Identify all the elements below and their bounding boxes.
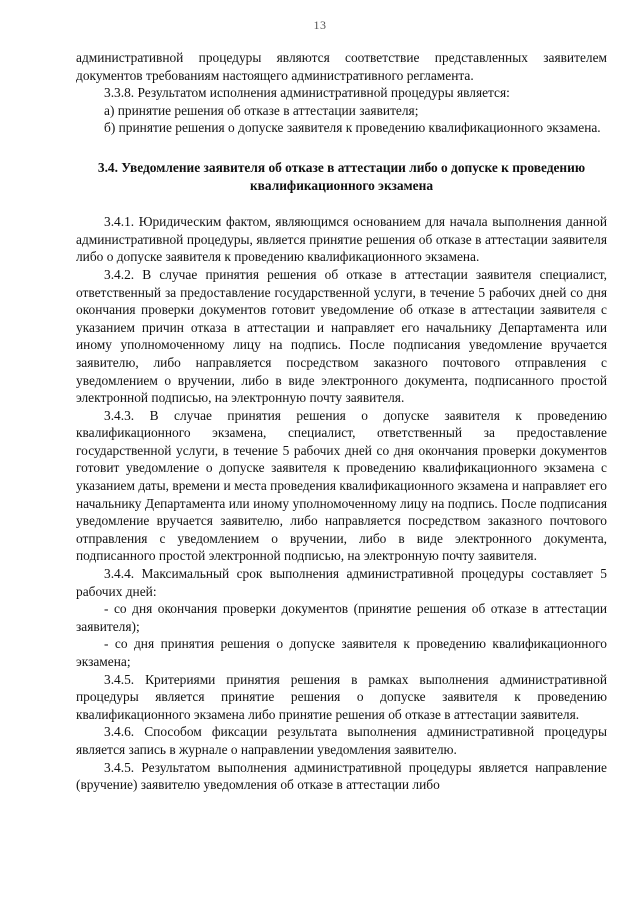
paragraph: 3.3.8. Результатом исполнения административной процедуры является: <box>104 85 510 101</box>
paragraph: - со дня принятия решения о допуске заявителя к проведению квалификационного экзамена; <box>76 636 607 669</box>
page-body <box>76 49 607 794</box>
paragraph: 3.4.6. Способом фиксации результата выполнения административной процедуры является запись в журнале о направлении уведомления заявителю. <box>76 724 607 757</box>
paragraph: административной процедуры являются соответствие представленных заявителем документов требованиям настоящего административного регламента. <box>76 50 607 83</box>
paragraph: 3.4.4. Максимальный срок выполнения административной процедуры составляет 5 рабочих дней: <box>76 566 607 599</box>
section-paragraphs <box>76 213 607 794</box>
section-heading: 3.4. Уведомление заявителя об отказе в аттестации либо о допуске к проведению квалификационного экзамена <box>97 159 586 193</box>
paragraph: 3.4.3. В случае принятия решения о допуске заявителя к проведению квалификационного экзамена, специалист, ответственный за предоставление государственной услуги, в течение 5 рабочих дней со дня окончания проверки документов готовит уведомление о допуске заявителя к проведению квалификационного экзамена с указанием даты, времени и места проведения квалификационного экзамена и направляет его начальнику Департамента или иному уполномоченному лицу на подпись. После подписания уведомление вручается заявителю, либо направляется посредством заказного почтового отправления с уведомлением о вручении, либо в виде электронного документа, подписанного простой электронной подписью, на электронную почту заявителя. <box>76 407 607 564</box>
paragraph: 3.4.5. Критериями принятия решения в рамках выполнения административной процедуры является принятие решения о допуске заявителя к проведению квалификационного экзамена либо принятие решения об отказе в аттестации заявителя. <box>76 671 607 722</box>
paragraph: 3.4.1. Юридическим фактом, являющимся основанием для начала выполнения данной административной процедуры, является принятие решения об отказе в аттестации заявителя либо о допуске заявителя к проведению квалификационного экзамена. <box>76 214 607 265</box>
paragraph: - со дня окончания проверки документов (принятие решения об отказе в аттестации заявителя); <box>76 601 607 634</box>
paragraph: 3.4.2. В случае принятия решения об отказе в аттестации заявителя специалист, ответственный за предоставление государственной услуги, в течение 5 рабочих дней со дня окончания проверки документов готовит уведомление об отказе в аттестации заявителя с указанием причин отказа в аттестации и направляет его начальнику Департамента или иному уполномоченному лицу на подпись. После подписания уведомление вручается заявителю, либо направляется посредством заказного почтового отправления с уведомлением о вручении, либо в виде электронного документа, подписанного простой электронной подписью, на электронную почту заявителя. <box>76 266 607 406</box>
paragraph: 3.4.5. Результатом выполнения административной процедуры является направление (вручение) заявителю уведомления об отказе в аттестации либо <box>76 759 607 793</box>
intro-paragraphs <box>76 49 607 137</box>
paragraph: а) принятие решения об отказе в аттестации заявителя; <box>104 102 419 118</box>
page-number: 13 <box>313 18 327 32</box>
paragraph: б) принятие решения о допуске заявителя к проведению квалификационного экзамена. <box>104 120 601 136</box>
